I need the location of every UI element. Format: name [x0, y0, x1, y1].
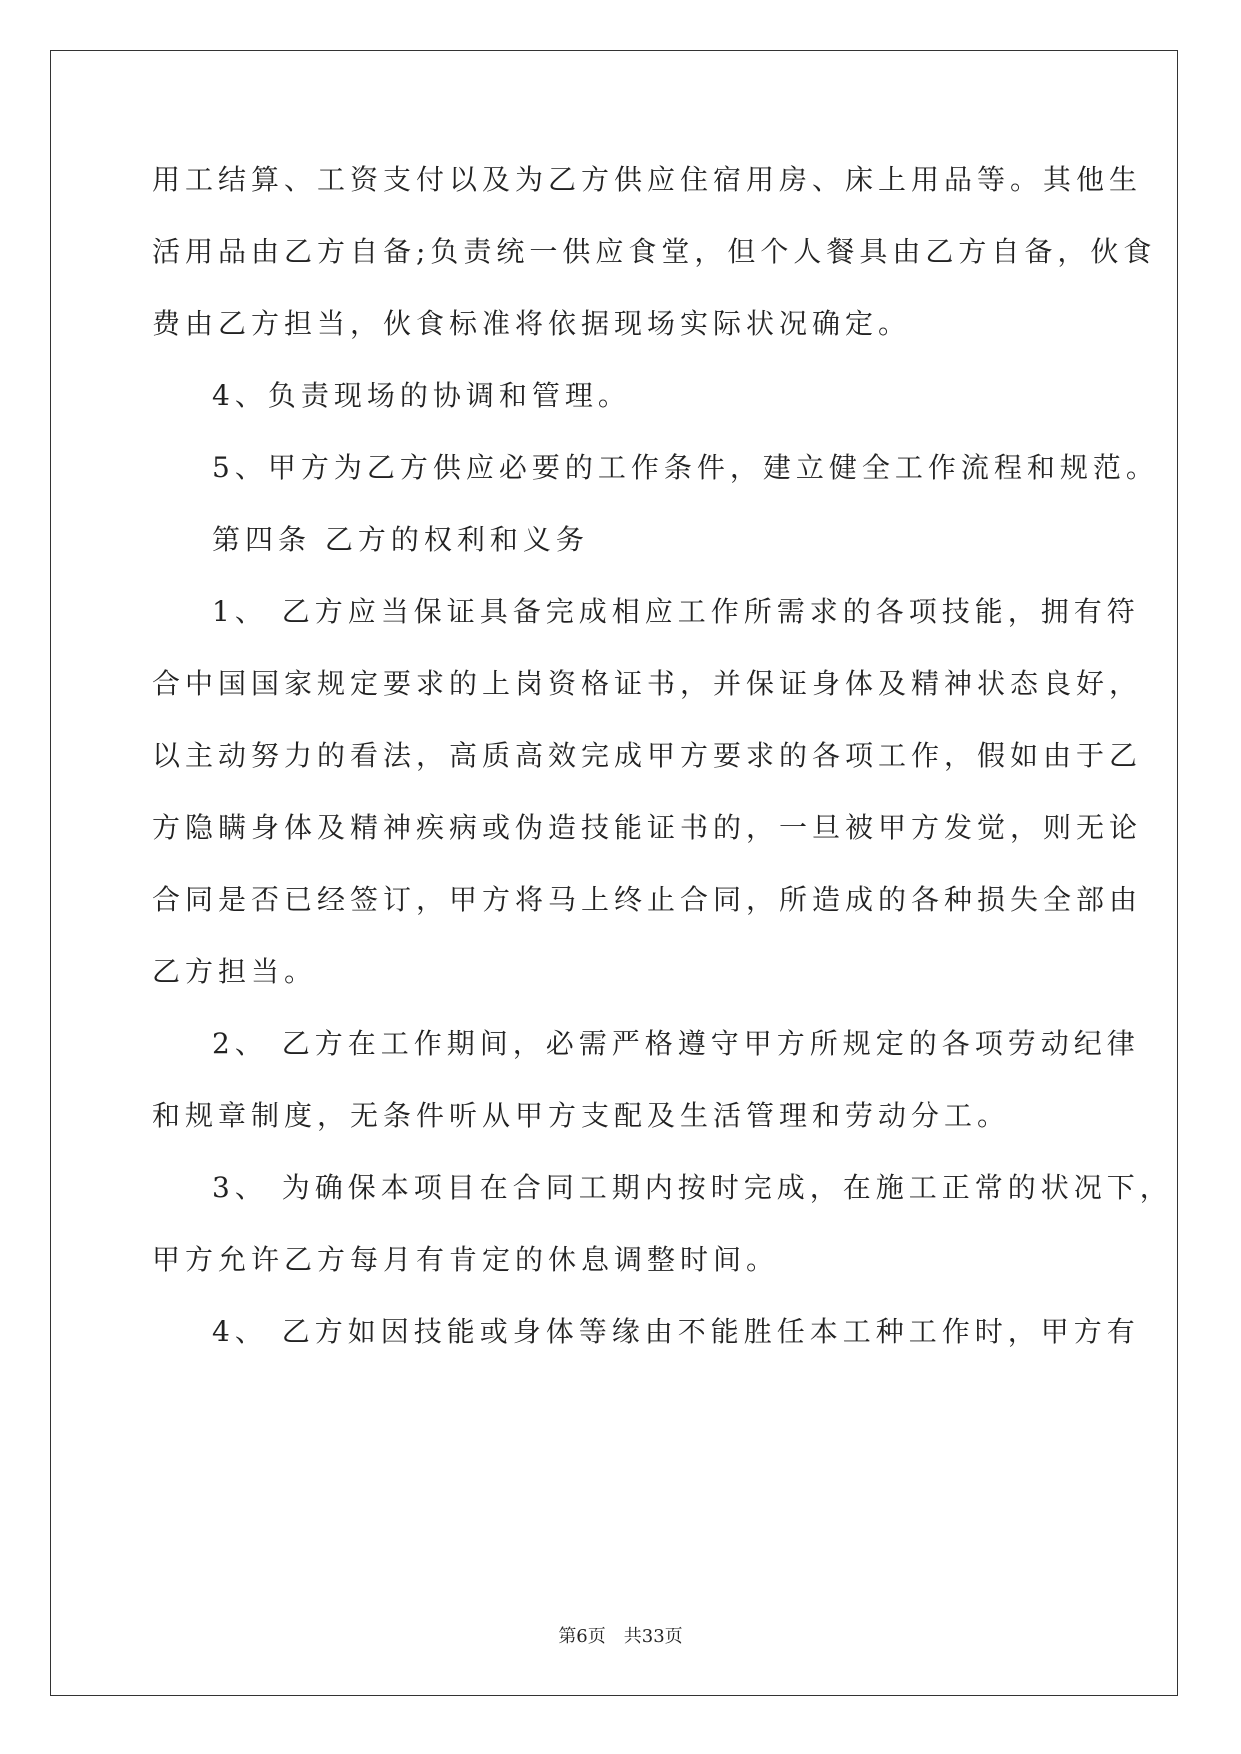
page-border — [50, 50, 1178, 1696]
text-line: 用工结算、工资支付以及为乙方供应住宿用房、床上用品等。其他生 — [152, 163, 1143, 196]
text-line: 4、 乙方如因技能或身体等缘由不能胜任本工种工作时，甲方有 — [212, 1315, 1140, 1348]
text-line: 费由乙方担当，伙食标准将依据现场实际状况确定。 — [152, 307, 912, 340]
text-line: 活用品由乙方自备;负责统一供应食堂，但个人餐具由乙方自备，伙食 — [152, 235, 1157, 268]
text-line: 3、 为确保本项目在合同工期内按时完成，在施工正常的状况下， — [212, 1171, 1173, 1204]
text-line: 1、 乙方应当保证具备完成相应工作所需求的各项技能，拥有符 — [212, 595, 1140, 628]
text-line: 合中国国家规定要求的上岗资格证书，并保证身体及精神状态良好， — [152, 667, 1143, 700]
text-line: 乙方担当。 — [152, 955, 318, 988]
text-line: 2、 乙方在工作期间，必需严格遵守甲方所规定的各项劳动纪律 — [212, 1027, 1140, 1060]
text-line: 方隐瞒身体及精神疾病或伪造技能证书的，一旦被甲方发觉，则无论 — [152, 811, 1143, 844]
page-number: 第6页 共33页 — [558, 1626, 683, 1647]
text-line: 以主动努力的看法，高质高效完成甲方要求的各项工作，假如由于乙 — [152, 739, 1143, 772]
text-line: 和规章制度，无条件听从甲方支配及生活管理和劳动分工。 — [152, 1099, 1011, 1132]
text-line: 甲方允许乙方每月有肯定的休息调整时间。 — [152, 1243, 780, 1276]
section-heading: 第四条 乙方的权利和义务 — [212, 523, 589, 556]
text-line: 5、甲方为乙方供应必要的工作条件，建立健全工作流程和规范。 — [212, 451, 1159, 484]
text-line: 4、负责现场的协调和管理。 — [212, 379, 631, 412]
text-line: 合同是否已经签订，甲方将马上终止合同，所造成的各种损失全部由 — [152, 883, 1143, 916]
